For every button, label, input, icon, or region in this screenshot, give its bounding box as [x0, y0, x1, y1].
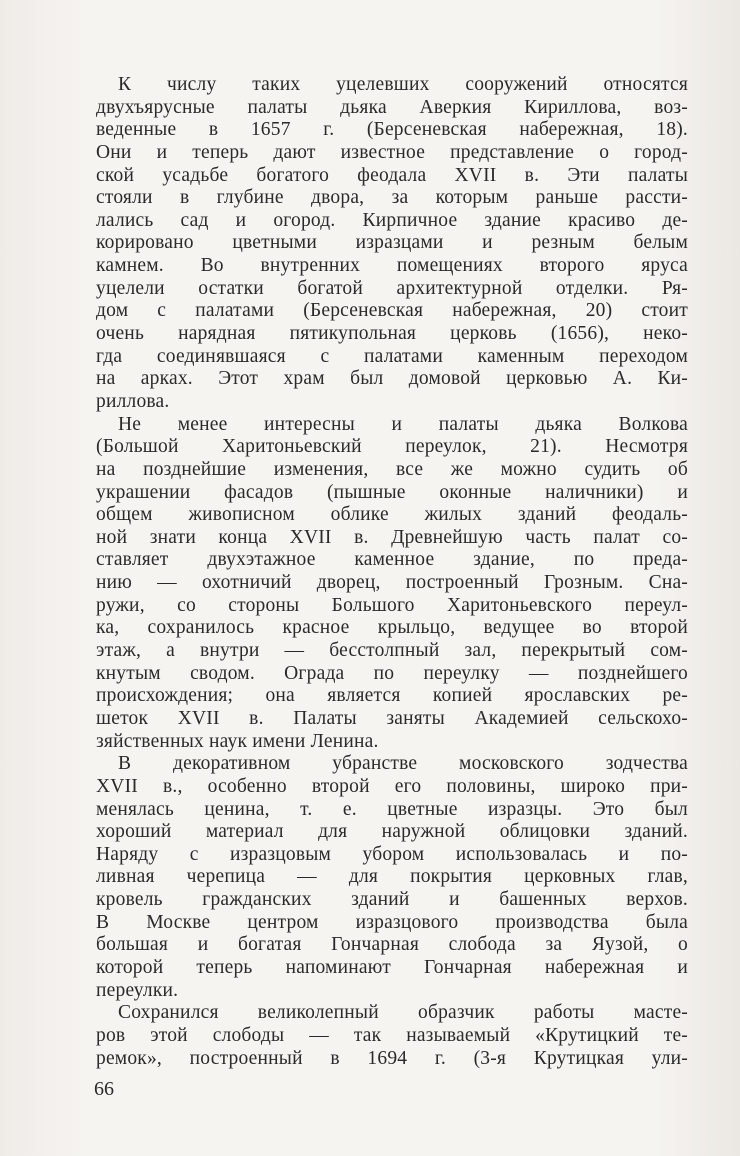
text-line: ремок», построенный в 1694 г. (3-я Крутицкая ули- [96, 1047, 688, 1069]
text-line: ружи, со стороны Большого Харитоньевского переул- [96, 594, 688, 616]
paragraph [96, 74, 688, 414]
text-line: веденные в 1657 г. (Берсеневская набережная, 18). [96, 119, 688, 141]
text-line: В декоративном убранстве московского зодчества [118, 753, 688, 775]
body-text [96, 74, 688, 1070]
text-line: дом с палатами (Берсеневская набережная, 20) стоит [96, 300, 688, 322]
text-line: (Большой Харитоньевский переулок, 21). Несмотря [96, 436, 688, 458]
text-line: общем живописном облике жилых зданий феодаль- [96, 504, 688, 526]
text-line: гда соединявшаяся с палатами каменным переходом [96, 345, 688, 367]
text-line: шеток XVII в. Палаты заняты Академией сельскохо- [96, 707, 688, 729]
page-number: 66 [94, 1078, 114, 1100]
text-line: В Москве центром изразцового производства была [96, 911, 688, 933]
text-line: уцелели остатки богатой архитектурной отделки. Ря- [96, 277, 688, 299]
text-line: на арках. Этот храм был домовой церковью А. Ки- [96, 368, 688, 390]
text-line: К числу таких уцелевших сооружений относятся [118, 74, 688, 95]
text-line: Не менее интересны и палаты дьяка Волкова [118, 413, 688, 435]
text-line: камнем. Во внутренних помещениях второго яруса [96, 255, 688, 277]
text-line: ров этой слободы — так называемый «Крутицкий те- [96, 1024, 688, 1046]
text-line: очень нарядная пятикупольная церковь (1656), неко- [96, 323, 688, 345]
text-line: ной знати конца XVII в. Древнейшую часть палат со- [96, 526, 688, 548]
text-line: Они и теперь дают известное представление о город- [96, 141, 688, 163]
text-line: менялась ценина, т. е. цветные изразцы. Это был [96, 798, 688, 820]
text-line: кнутым сводом. Ограда по переулку — позднейшего [96, 662, 688, 684]
text-line: ставляет двухэтажное каменное здание, по преда- [96, 549, 688, 571]
text-line: лались сад и огород. Кирпичное здание красиво де- [96, 209, 688, 231]
text-line: корировано цветными изразцами и резным белым [96, 232, 688, 254]
text-line: хороший материал для наружной облицовки зданий. [96, 821, 688, 843]
text-line: украшении фасадов (пышные оконные наличники) и [96, 481, 688, 503]
text-line: двухъярусные палаты дьяка Аверкия Кириллова, воз- [96, 96, 688, 118]
text-line: которой теперь напоминают Гончарная набережная и [96, 956, 688, 978]
text-line: большая и богатая Гончарная слобода за Яузой, о [96, 934, 688, 956]
paragraph [96, 1002, 688, 1070]
text-line: ской усадьбе богатого феодала XVII в. Эти палаты [96, 164, 688, 186]
text-line: зяйственных наук имени Ленина. [96, 730, 379, 752]
text-line: ливная черепица — для покрытия церковных глав, [96, 866, 688, 888]
text-line: Сохранился великолепный образчик работы масте- [118, 1002, 688, 1024]
text-line: этаж, а внутри — бесстолпный зал, перекрытый сом- [96, 640, 688, 662]
paragraph [96, 753, 688, 1002]
text-line: Наряду с изразцовым убором использовалась и по- [96, 843, 688, 865]
text-line: переулки. [96, 979, 179, 1001]
text-line: происхождения; она является копией ярославских ре- [96, 685, 688, 707]
text-line: XVII в., особенно второй его половины, широко при- [96, 775, 688, 797]
text-line: стояли в глубине двора, за которым раньше рассти- [96, 187, 688, 209]
text-line: риллова. [96, 390, 170, 412]
text-line: нию — охотничий дворец, построенный Грозным. Сна- [96, 572, 688, 594]
paragraph [96, 414, 688, 754]
text-line: на позднейшие изменения, все же можно судить об [96, 458, 688, 480]
text-line: ка, сохранилось красное крыльцо, ведущее во второй [96, 617, 688, 639]
text-line: кровель гражданских зданий и башенных верхов. [96, 889, 688, 911]
